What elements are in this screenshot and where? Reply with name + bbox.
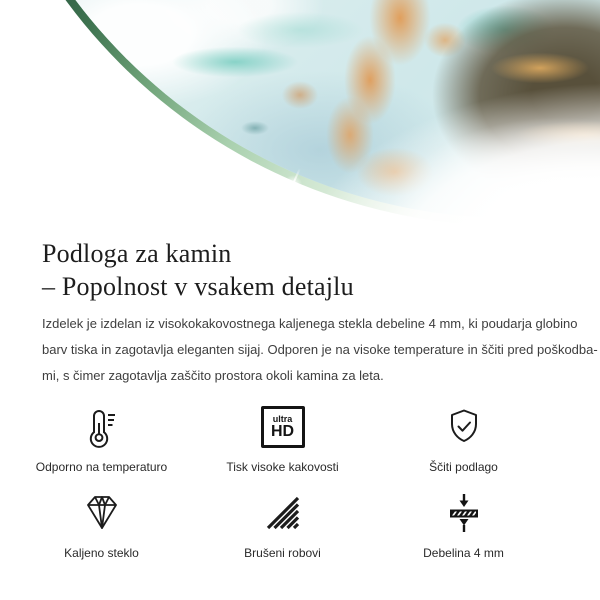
ultra-hd-icon <box>261 405 305 449</box>
description-line: mi, s čimer zagotavlja zaščito prostora okoli kamina za leta. <box>42 368 384 383</box>
page-title <box>42 237 558 303</box>
shield-check-icon <box>442 405 486 449</box>
feature-grid <box>11 405 554 561</box>
thickness-icon <box>442 491 486 535</box>
description-line: barv tiska in zagotavlja eleganten sijaj. Odporen je na visoke temperature in ščiti pred poškodba- <box>42 342 598 357</box>
feature-item-protection <box>373 405 554 475</box>
feature-item-tempered-glass <box>11 491 192 561</box>
feature-label: Ščiti podlago <box>429 460 498 474</box>
thermometer-icon <box>80 405 124 449</box>
feature-label: Odporno na temperaturo <box>35 460 168 474</box>
feature-item-temperature <box>11 405 192 475</box>
product-hero-image <box>0 0 600 235</box>
diamond-icon <box>80 491 124 535</box>
ultra-hd-text-bottom: HD <box>270 423 295 440</box>
feature-label: Debelina 4 mm <box>423 546 504 560</box>
feature-label: Tisk visoke kakovosti <box>226 460 339 474</box>
marble-print-artwork <box>0 0 600 235</box>
description-line: Izdelek je izdelan iz visokokakovostnega kaljenega stekla debeline 4 mm, ki poudarja globino <box>42 316 578 331</box>
feature-item-print-quality <box>192 405 373 475</box>
feature-item-thickness <box>373 491 554 561</box>
page-title-line2: – Popolnost v vsakem detajlu <box>42 272 354 301</box>
polished-edges-icon <box>261 491 305 535</box>
page-title-line1: Podloga za kamin <box>42 239 232 268</box>
product-content <box>0 235 600 389</box>
product-description <box>42 311 598 389</box>
ultra-hd-text-top: ultra <box>272 414 293 424</box>
feature-label: Brušeni robovi <box>244 546 321 560</box>
feature-label: Kaljeno steklo <box>64 546 139 560</box>
feature-item-polished-edges <box>192 491 373 561</box>
